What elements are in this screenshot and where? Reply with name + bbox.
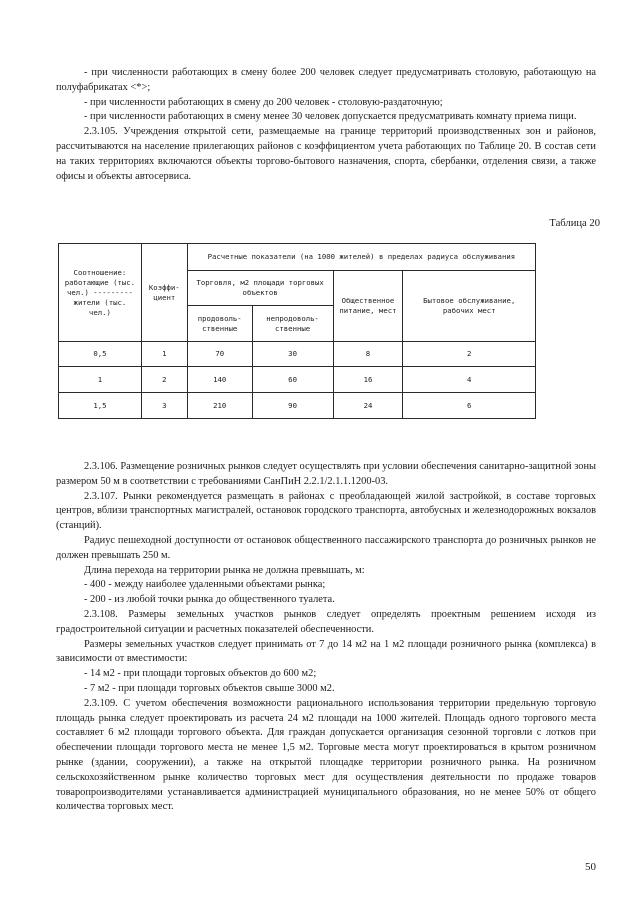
table-row (59, 367, 536, 393)
cell-nonfood: 60 (252, 367, 333, 393)
cell-household: 4 (403, 367, 536, 393)
cell-public-catering: 16 (333, 367, 403, 393)
cell-nonfood: 90 (252, 393, 333, 419)
paragraph: - при численности работающих в смену более 200 человек следует предусматривать столовую, работающую на полуфабрикатах <*>; (56, 67, 596, 93)
paragraph: - 200 - из любой точки рынка до общественного туалета. (84, 594, 335, 606)
table-row (59, 393, 536, 419)
paragraph: - 400 - между наиболее удаленными объектами рынка; (84, 579, 326, 591)
cell-ratio: 0,5 (59, 342, 142, 367)
paragraph: 2.3.106. Размещение розничных рынков следует осуществлять при условии обеспечения санитарно-защитной зоны размером 50 м в соответствии с требованиями СанПиН 2.2.1/2.1.1.1200-03. (56, 461, 596, 487)
cell-ratio: 1,5 (59, 393, 142, 419)
cell-food: 70 (187, 342, 252, 367)
header-trade: Торговля, м2 площади торговых объектов (187, 271, 333, 306)
header-calculated-indicators: Расчетные показатели (на 1000 жителей) в пределах радиуса обслуживания (187, 244, 535, 271)
paragraph: Размеры земельных участков следует принимать от 7 до 14 м2 на 1 м2 площади розничного рынка (комплекса) в зависимости от вместимости: (56, 638, 596, 665)
cell-public-catering: 24 (333, 393, 403, 419)
paragraph: Радиус пешеходной доступности от остановок общественного пассажирского транспорта до розничных рынков не должен превышать 250 м. (56, 534, 596, 561)
paragraph: 2.3.105. Учреждения открытой сети, размещаемые на границе территорий производственных зон и районов, рассчитываются на население прилегающих районов с коэффициентом учета работающих по Таблице 20. В состав сети на таких территориях включаются объекты торгово-бытового назначения, спорта, сбербанки, отделения связи, а также офисы и объекты автосервиса. (56, 126, 596, 182)
paragraph: 2.3.107. Рынки рекомендуется размещать в районах с преобладающей жилой застройкой, в составе торговых центров, вблизи транспортных магистралей, остановок городского транспорта, автобусных и железнодорожных вокзалов (станций). (56, 490, 596, 532)
table-caption: Таблица 20 (549, 218, 600, 229)
header-ratio: Соотношение: работающие (тыс. чел.) --------- жители (тыс. чел.) (59, 244, 142, 342)
cell-food: 140 (187, 367, 252, 393)
header-nonfood: непродоволь- ственные (252, 306, 333, 342)
paragraph: Длина перехода на территории рынка не должна превышать, м: (84, 564, 365, 576)
header-household-services: Бытовое обслуживание, рабочих мест (403, 271, 536, 342)
body-text (56, 460, 596, 815)
page-number: 50 (585, 861, 596, 873)
cell-nonfood: 30 (252, 342, 333, 367)
paragraph: 2.3.109. С учетом обеспечения возможности рационального использования территории предельную торговую площадь рынка следует проектировать из расчета 24 м2 площади на 1000 жителей. Площадь одного торгового места составляет 6 м2 площади торгового объекта. Для граждан допускается организация сезонной торговли с лотков при обеспечении площади торгового места не менее 1,5 м2. Торговые места могут проектироваться в крытом розничном рынке (здании, сооружении), а также на открытой площадке территории розничного рынка. На розничном сельскохозяйственном рынке количество торговых мест для осуществления деятельности по продаже товаров товаропроизводителями устанавливается администрацией муниципального образования, но не менее 50% от общего количества торговых мест. (56, 697, 596, 813)
cell-coefficient: 2 (141, 367, 187, 393)
cell-coefficient: 3 (141, 393, 187, 419)
paragraph: - при численности работающих в смену до 200 человек - столовую-раздаточную; (84, 96, 443, 108)
intro-text (56, 66, 596, 184)
paragraph: 2.3.108. Размеры земельных участков рынков следует определять проектным решением исходя из градостроительной ситуации и расчетных показателей обеспеченности. (56, 608, 596, 635)
header-coefficient: Коэффи- циент (141, 244, 187, 342)
paragraph: - 14 м2 - при площади торговых объектов до 600 м2; (84, 668, 317, 680)
cell-ratio: 1 (59, 367, 142, 393)
cell-coefficient: 1 (141, 342, 187, 367)
table-20 (58, 243, 536, 419)
cell-household: 2 (403, 342, 536, 367)
cell-food: 210 (187, 393, 252, 419)
header-public-catering: Общественное питание, мест (333, 271, 403, 342)
cell-public-catering: 8 (333, 342, 403, 367)
paragraph: - при численности работающих в смену менее 30 человек допускается предусматривать комнату приема пищи. (84, 111, 577, 123)
cell-household: 6 (403, 393, 536, 419)
paragraph: - 7 м2 - при площади торговых объектов свыше 3000 м2. (84, 682, 335, 694)
table-row (59, 342, 536, 367)
header-food: продоволь- ственные (187, 306, 252, 342)
